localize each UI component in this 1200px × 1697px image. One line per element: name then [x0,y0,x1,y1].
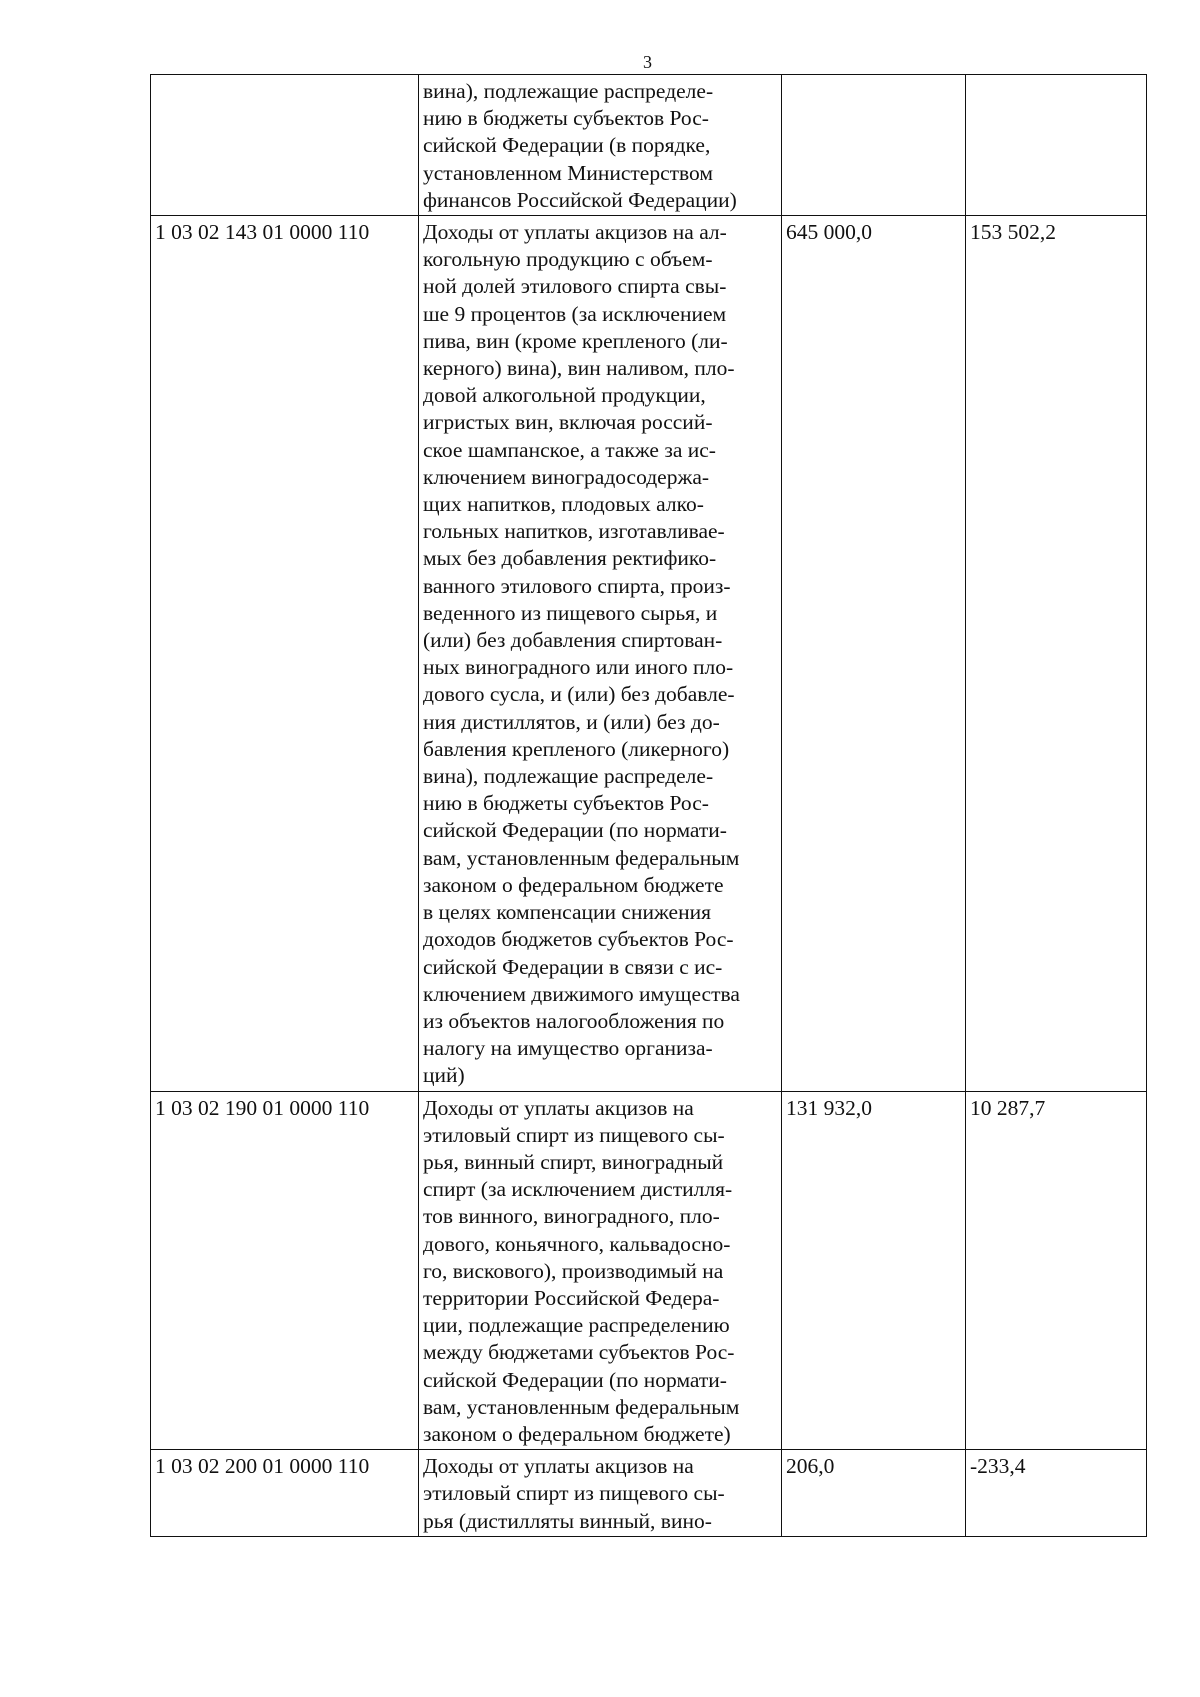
page-number: 3 [643,52,652,72]
actual-amount-cell: 153 502,2 [966,216,1147,1092]
description-cell: Доходы от уплаты акцизов на ал- когольную продукцию с объем- ной долей этилового спирта свы- ше 9 процентов (за исключением пива, вин (кроме крепленого (ли- керного) вина), вин наливом, пло- довой алкогольной продукции, игристых вин, включая россий- ское шампанское, а также за ис- ключением виноградосодержа- щих напитков, плодовых алко- гольных напитков, изготавливае- мых без добавления ректифико- ванного этилового спирта, произ- веденного из пищевого сырья, и (или) без добавления спиртован- ных виноградного или иного пло- дового сусла, и (или) без добавле- ния дистиллятов, и (или) без до- бавления крепленого (ликерного) вина), подлежащие распределе- нию в бюджеты субъектов Рос- сийской Федерации (по нормати- вам, установленным федеральным законом о федеральном бюджете в целях компенсации снижения доходов бюджетов субъектов Рос- сийской Федерации в связи с ис- ключением движимого имущества из объектов налогообложения по налогу на имущество организа- ций) [419,216,782,1092]
table-row [151,216,1147,1092]
table-row [151,75,1147,216]
plan-amount-cell [782,75,966,216]
plan-amount-cell: 131 932,0 [782,1091,966,1450]
budget-code-cell: 1 03 02 200 01 0000 110 [151,1450,419,1537]
actual-amount-cell: -233,4 [966,1450,1147,1537]
budget-code-cell [151,75,419,216]
actual-amount-cell: 10 287,7 [966,1091,1147,1450]
description-cell: Доходы от уплаты акцизов на этиловый спирт из пищевого сы- рья (дистилляты винный, вино- [419,1450,782,1537]
budget-code-cell: 1 03 02 143 01 0000 110 [151,216,419,1092]
description-cell: вина), подлежащие распределе- нию в бюджеты субъектов Рос- сийской Федерации (в порядке, установленном Министерством финансов Российской Федерации) [419,75,782,216]
budget-code-cell: 1 03 02 190 01 0000 110 [151,1091,419,1450]
plan-amount-cell: 206,0 [782,1450,966,1537]
table-row [151,1091,1147,1450]
plan-amount-cell: 645 000,0 [782,216,966,1092]
table-row [151,1450,1147,1537]
description-cell: Доходы от уплаты акцизов на этиловый спирт из пищевого сы- рья, винный спирт, виноградный спирт (за исключением дистилля- тов винного, виноградного, пло- дового, коньячного, кальвадосно- го, вискового), производимый на территории Российской Федера- ции, подлежащие распределению между бюджетами субъектов Рос- сийской Федерации (по нормати- вам, установленным федеральным законом о федеральном бюджете) [419,1091,782,1450]
actual-amount-cell [966,75,1147,216]
budget-revenue-table [150,74,1147,1537]
